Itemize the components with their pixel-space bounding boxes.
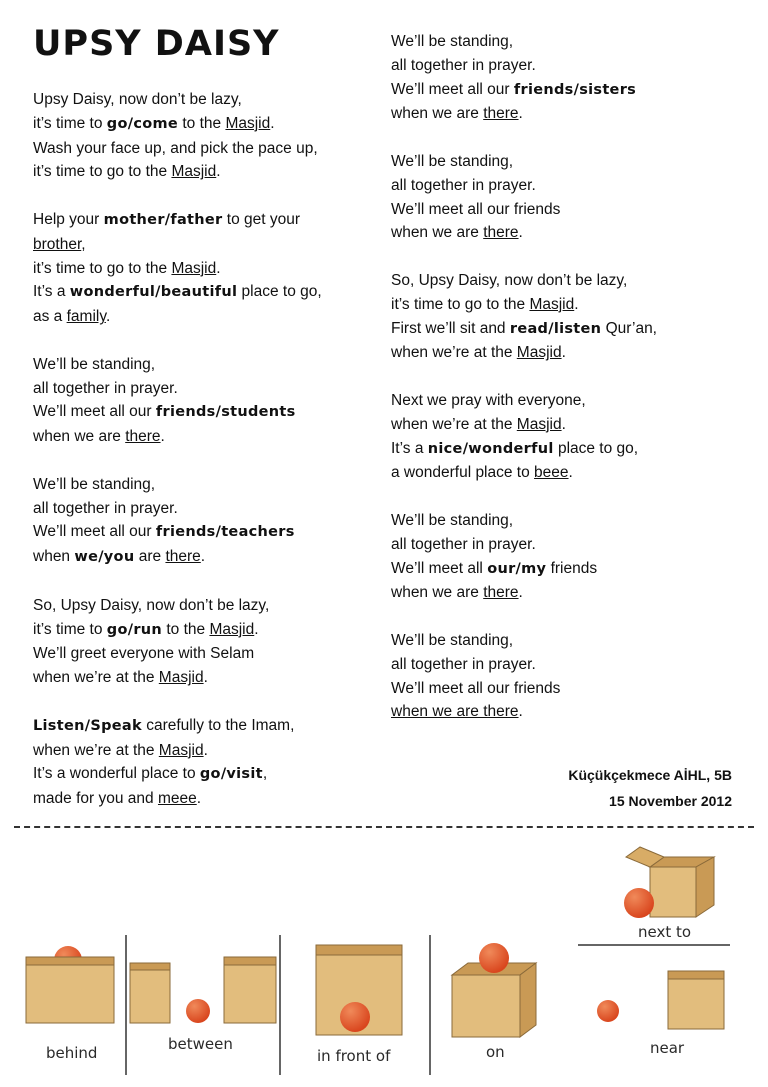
underlined-word: Masjid — [516, 344, 562, 362]
next-to-picture — [624, 847, 714, 941]
lyric-text: are — [134, 548, 166, 566]
underlined-word: meee — [157, 790, 197, 808]
lyric-text: all together in prayer. — [391, 535, 536, 553]
lyric-text: all together in prayer. — [33, 379, 178, 397]
lyric-line — [391, 150, 741, 174]
lyric-text: when we’re at the — [391, 344, 517, 362]
box — [452, 975, 520, 1037]
lyric-line — [33, 160, 373, 184]
lyric-line — [33, 520, 373, 545]
lyric-text: . — [196, 790, 202, 808]
underlined-word: Masjid — [158, 669, 204, 687]
bold-word-choice: wonderful/beautiful — [69, 284, 238, 301]
ball — [479, 943, 509, 973]
bold-word-choice: go/come — [106, 115, 179, 132]
lyric-line — [33, 714, 373, 739]
lyric-text: when we are — [391, 105, 484, 123]
lyric-text: We’ll meet all our — [33, 523, 156, 541]
lyric-line — [33, 280, 373, 305]
box — [668, 971, 724, 1029]
lyric-text: First we’ll sit and — [391, 319, 510, 337]
lyric-line — [33, 377, 373, 401]
lyric-text: , — [81, 235, 86, 253]
lyric-line — [33, 473, 373, 497]
lyric-text: place to go, — [237, 283, 322, 301]
lyric-text: Qur’an, — [601, 319, 657, 337]
lyric-line — [33, 762, 373, 787]
lyric-line — [33, 545, 373, 570]
lyric-text: friends — [546, 559, 598, 577]
lyric-line — [391, 221, 741, 245]
lyric-text: . — [561, 344, 566, 362]
lyric-line — [391, 557, 741, 582]
underlined-word: Masjid — [529, 295, 575, 313]
ball — [340, 1002, 370, 1032]
lyric-line — [33, 305, 373, 329]
lyric-text: it’s time to — [33, 620, 107, 638]
lyric-line — [391, 581, 741, 605]
lyric-text: when we are — [391, 224, 484, 242]
caption-behind: behind — [46, 1044, 98, 1062]
stanza — [391, 30, 741, 126]
prepositions-illustration — [0, 845, 768, 1087]
lyric-line — [391, 509, 741, 533]
on-picture — [452, 943, 536, 1061]
box — [26, 957, 114, 1023]
lyric-text: when — [33, 548, 75, 566]
lyric-text: It’s a — [391, 439, 428, 457]
bold-word-choice: our/my — [487, 560, 547, 577]
underlined-word: brother — [33, 235, 82, 253]
lyric-line — [33, 739, 373, 763]
lyric-line — [33, 666, 373, 690]
lyric-line — [391, 629, 741, 653]
lyric-text: to the — [178, 114, 226, 132]
underlined-word: there — [165, 548, 201, 566]
lyric-line — [391, 533, 741, 557]
bold-word-choice: nice/wonderful — [427, 440, 554, 457]
underlined-word: Masjid — [516, 415, 562, 433]
underlined-word: Masjid — [171, 163, 217, 181]
lyric-text: . — [574, 295, 579, 313]
lyric-line — [33, 257, 373, 281]
lyric-line — [33, 400, 373, 425]
underlined-word: Masjid — [209, 620, 255, 638]
caption-between: between — [168, 1035, 233, 1053]
lyric-text: We’ll meet all our — [391, 80, 514, 98]
lyric-text: We’ll be standing, — [33, 355, 156, 373]
lyric-text: all together in prayer. — [391, 176, 536, 194]
lyric-line — [391, 700, 741, 724]
lyric-text: carefully to the Imam, — [141, 716, 295, 734]
bold-word-choice: mother/father — [103, 211, 223, 228]
in-front-of-picture — [316, 945, 402, 1065]
lyric-text: . — [216, 259, 221, 277]
lyric-line — [391, 677, 741, 701]
underlined-word: family — [66, 308, 106, 326]
stanza — [33, 353, 373, 449]
lyric-text: all together in prayer. — [391, 56, 536, 74]
lyric-text: We’ll meet all our — [33, 403, 156, 421]
caption-next-to: next to — [638, 923, 692, 941]
underlined-word: Masjid — [158, 741, 204, 759]
lyrics-left-column — [33, 88, 373, 835]
underlined-word: Masjid — [171, 259, 217, 277]
stanza — [33, 473, 373, 570]
lyric-text: . — [568, 464, 573, 482]
lyric-text: . — [518, 703, 523, 721]
lyric-text: We’ll meet all our friends — [391, 679, 561, 697]
stanza — [33, 594, 373, 690]
lyric-text: We’ll meet all our friends — [391, 200, 561, 218]
lyric-text: all together in prayer. — [391, 655, 536, 673]
lyric-line — [33, 208, 373, 233]
lyric-text: all together in prayer. — [33, 499, 178, 517]
underlined-word: when we are there — [391, 703, 519, 721]
lyric-line — [33, 112, 373, 137]
lyric-line — [33, 787, 373, 811]
lyric-text: it’s time to go to the — [33, 163, 172, 181]
stanza — [33, 714, 373, 811]
stanza — [391, 269, 741, 365]
box — [650, 867, 696, 917]
bold-word-choice: friends/sisters — [513, 81, 637, 98]
between-picture — [130, 957, 276, 1053]
lyric-line — [33, 642, 373, 666]
lyric-line — [33, 594, 373, 618]
stanza — [391, 150, 741, 245]
lyric-text: it’s time to — [33, 114, 107, 132]
lyric-text: . — [518, 105, 523, 123]
lyric-line — [391, 293, 741, 317]
stanza — [391, 509, 741, 605]
lyric-text: Help your — [33, 210, 104, 228]
lyric-text: We’ll be standing, — [391, 631, 514, 649]
page-title: UPSY DAISY — [33, 24, 280, 64]
lyric-text: when we’re at the — [391, 415, 517, 433]
ball — [186, 999, 210, 1023]
underlined-word: there — [125, 428, 161, 446]
ball — [624, 888, 654, 918]
bold-word-choice: go/run — [106, 621, 163, 638]
underlined-word: Masjid — [225, 114, 271, 132]
lyric-text: made for you and — [33, 790, 158, 808]
lyric-text: . — [160, 428, 165, 446]
lyric-text: . — [270, 114, 275, 132]
lyric-line — [391, 461, 741, 485]
lyric-text: as a — [33, 308, 67, 326]
lyric-text: , — [262, 765, 268, 783]
lyric-line — [391, 341, 741, 365]
lyric-text: We’ll be standing, — [33, 475, 156, 493]
stanza — [391, 629, 741, 724]
box — [224, 957, 276, 1023]
bold-word-choice: read/listen — [509, 320, 602, 337]
lyric-text: it’s time to go to the — [33, 259, 172, 277]
lyric-line — [391, 269, 741, 293]
lyric-text: . — [203, 669, 208, 687]
lyric-text: . — [200, 548, 206, 566]
lyric-text: Next we pray with everyone, — [391, 391, 586, 409]
lyric-text: when we’re at the — [33, 741, 159, 759]
lyric-text: We’ll be standing, — [391, 511, 514, 529]
lyric-text: to the — [162, 620, 210, 638]
lyric-line — [391, 198, 741, 222]
lyric-line — [33, 137, 373, 161]
date-signature: 15 November 2012 — [609, 793, 732, 809]
bold-word-choice: friends/teachers — [155, 524, 295, 541]
lyric-line — [391, 653, 741, 677]
lyric-text: a wonderful place to — [391, 464, 535, 482]
lyric-text: We’ll be standing, — [391, 33, 514, 50]
bold-word-choice: friends/students — [155, 404, 296, 421]
school-signature: Küçükçekmece AİHL, 5B — [568, 767, 732, 783]
lyric-line — [33, 233, 373, 257]
lyric-text: when we are — [33, 428, 126, 446]
lyric-line — [391, 78, 741, 103]
lyric-text: Upsy Daisy, now don’t be lazy, — [33, 91, 242, 108]
caption-near: near — [650, 1039, 685, 1057]
box — [130, 963, 170, 1023]
lyric-line — [391, 54, 741, 78]
lyric-line — [391, 437, 741, 462]
lyric-text: when we are — [391, 584, 484, 602]
lyric-text: . — [203, 741, 208, 759]
lyric-text: . — [518, 584, 523, 602]
lyric-line — [33, 618, 373, 643]
lyric-line — [33, 425, 373, 449]
lyrics-right-column — [391, 30, 741, 748]
lyric-text: . — [254, 620, 259, 638]
near-picture — [597, 971, 724, 1057]
lyric-text: . — [105, 308, 111, 326]
caption-in-front-of: in front of — [317, 1047, 391, 1065]
lyric-line — [391, 102, 741, 126]
underlined-word: there — [483, 584, 519, 602]
dashed-divider — [14, 826, 754, 828]
lyric-line — [391, 389, 741, 413]
underlined-word: beee — [534, 464, 569, 482]
lyric-line — [391, 317, 741, 342]
ball — [597, 1000, 619, 1022]
behind-picture — [26, 946, 114, 1062]
lyric-text: We’ll meet all — [391, 559, 488, 577]
lyric-text: to get your — [222, 210, 301, 228]
lyric-line — [33, 497, 373, 521]
lyric-text: It’s a wonderful place to — [33, 765, 200, 783]
lyric-text: place to go, — [553, 439, 639, 457]
lyric-text: Wash your face up, and pick the pace up, — [33, 139, 318, 157]
lyric-text: . — [561, 415, 566, 433]
lyric-text: . — [216, 163, 221, 181]
stanza — [33, 208, 373, 329]
bold-word-choice: Listen/Speak — [33, 717, 142, 734]
underlined-word: there — [483, 224, 519, 242]
lyric-text: . — [518, 224, 523, 242]
lyric-text: when we’re at the — [33, 669, 159, 687]
lyric-line — [391, 30, 741, 54]
bold-word-choice: go/visit — [199, 766, 263, 783]
stanza — [391, 389, 741, 485]
lyric-line — [33, 88, 373, 112]
stanza — [33, 88, 373, 184]
lyric-text: it’s time to go to the — [391, 295, 530, 313]
bold-word-choice: we/you — [74, 549, 135, 566]
underlined-word: there — [483, 105, 519, 123]
lyric-text: So, Upsy Daisy, now don’t be lazy, — [33, 596, 270, 614]
lyric-line — [391, 174, 741, 198]
lyric-text: We’ll greet everyone with Selam — [33, 645, 255, 663]
lyric-text: We’ll be standing, — [391, 152, 514, 170]
lyric-line — [391, 413, 741, 437]
caption-on: on — [486, 1043, 505, 1061]
lyric-text: So, Upsy Daisy, now don’t be lazy, — [391, 271, 628, 289]
lyric-line — [33, 353, 373, 377]
lyric-text: It’s a — [33, 283, 70, 301]
